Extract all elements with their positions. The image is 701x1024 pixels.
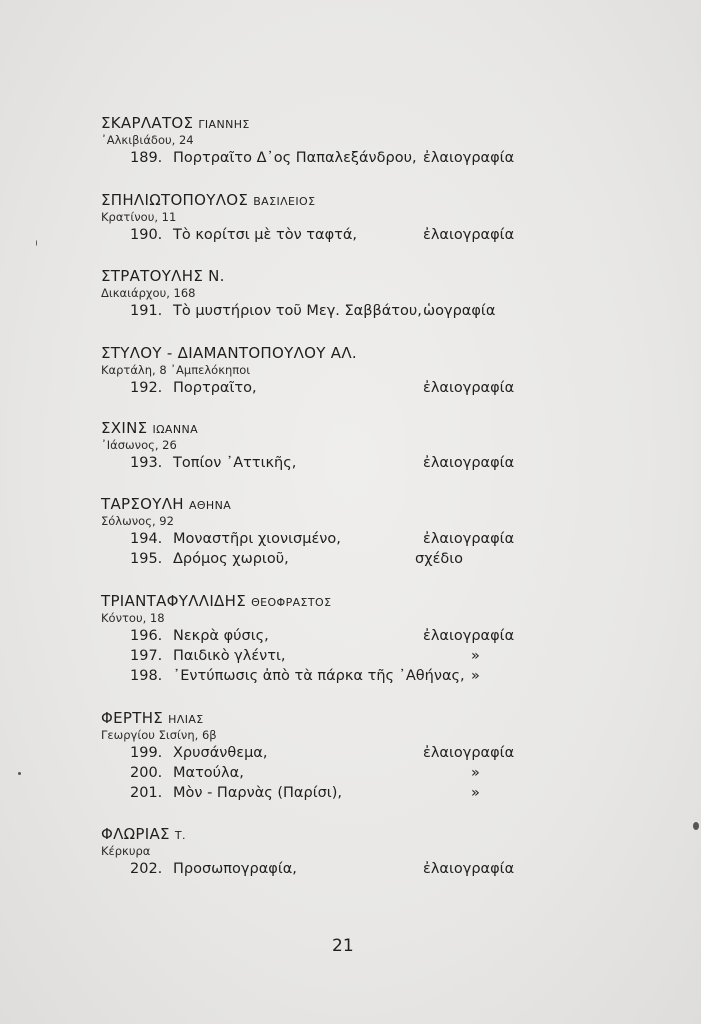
work-number: 194. [130,531,163,547]
artist-name [101,825,521,843]
work-row [101,646,521,666]
work-title: Δρόμος χωριοῦ, [173,551,289,567]
artist-address: ᾿Αλκιβιάδου, 24 [101,133,194,147]
work-number: 202. [130,861,163,877]
artist-first-name: ΓΙΑΝΝΗΣ [198,118,250,131]
artist-surname: ΤΡΙΑΝΤΑΦΥΛΛΙΔΗΣ [101,592,246,610]
scan-speck [36,240,37,246]
work-medium: » [471,668,480,684]
work-number: 197. [130,648,163,664]
artist-first-name: ΘΕΟΦΡΑΣΤΟΣ [251,596,332,609]
work-title: Πορτραῖτο, [173,380,257,396]
artist-address: Κέρκυρα [101,844,151,858]
work-medium: ἐλαιογραφία [423,227,515,243]
artist-entry-stylou [101,344,521,398]
work-number: 195. [130,551,163,567]
scan-speck [693,822,699,830]
work-row [101,743,521,763]
work-title: Τὸ μυστήριον τοῦ Μεγ. Σαββάτου, [173,303,422,319]
work-title: Τὸ κορίτσι μὲ τὸν ταφτά, [173,227,358,243]
artist-address: Κρατίνου, 11 [101,210,177,224]
artist-name [101,495,521,513]
artist-entry-spiliotopoulos [101,191,521,245]
work-number: 189. [130,150,163,166]
work-row [101,378,521,398]
artist-name [101,191,521,209]
work-title: Πορτραῖτο Δ᾽ος Παπαλεξάνδρου, [173,150,417,166]
work-title: ᾿Εντύπωσις ἀπὸ τὰ πάρκα τῆς ᾿Αθήνας, [173,668,465,684]
work-medium: ἐλαιογραφία [423,531,515,547]
artist-name [101,114,521,132]
work-medium: ἐλαιογραφία [423,455,515,471]
artist-address: Σόλωνος, 92 [101,514,174,528]
work-row [101,763,521,783]
artist-name [101,419,521,437]
work-number: 192. [130,380,163,396]
work-medium: » [471,648,480,664]
work-title: Παιδικὸ γλέντι, [173,648,286,664]
artist-first-name: ΗΛΙΑΣ [168,713,204,726]
artist-entry-triantafyllidis [101,592,521,686]
work-medium: ἐλαιογραφία [423,150,515,166]
work-row [101,626,521,646]
work-medium: ἐλαιογραφία [423,380,515,396]
artist-address: Δικαιάρχου, 168 [101,286,196,300]
artist-entry-tarsouli [101,495,521,569]
work-row [101,783,521,803]
artist-address: ᾿Ιάσωνος, 26 [101,438,177,452]
artist-first-name: Τ. [174,829,186,842]
artist-entry-stratoulis [101,267,521,321]
artist-surname: ΣΤΥΛΟΥ - ΔΙΑΜΑΝΤΟΠΟΥΛΟΥ ΑΛ. [101,344,357,362]
work-number: 190. [130,227,163,243]
artist-surname: ΣΤΡΑΤΟΥΛΗΣ Ν. [101,267,225,285]
work-row [101,301,521,321]
work-row [101,859,521,879]
work-row [101,453,521,473]
work-title: Μοναστῆρι χιονισμένο, [173,531,341,547]
work-number: 193. [130,455,163,471]
artist-surname: ΤΑΡΣΟΥΛΗ [101,495,184,513]
work-medium: ἐλαιογραφία [423,628,515,644]
work-medium: σχέδιο [415,551,464,567]
artist-surname: ΣΚΑΡΛΑΤΟΣ [101,114,194,132]
artist-name [101,344,521,362]
artist-name [101,592,521,610]
artist-address: Γεωργίου Σισίνη, 6β [101,728,217,742]
artist-surname: ΣΧΙΝΣ [101,419,148,437]
work-title: Προσωπογραφία, [173,861,297,877]
work-number: 201. [130,785,163,801]
scan-speck [18,772,21,775]
work-number: 200. [130,765,163,781]
work-medium: ὡογραφία [423,303,496,319]
artist-surname: ΦΛΩΡΙΑΣ [101,825,170,843]
page-number: 21 [332,936,354,956]
work-medium: ἐλαιογραφία [423,861,515,877]
work-number: 199. [130,745,163,761]
artist-first-name: ΑΘΗΝΑ [188,499,232,512]
work-number: 198. [130,668,163,684]
work-title: Μὸν - Παρνὰς (Παρίσι), [173,785,342,801]
artist-surname: ΦΕΡΤΗΣ [101,709,164,727]
work-title: Ματούλα, [173,765,244,781]
work-medium: » [471,785,480,801]
work-title: Νεκρὰ φύσις, [173,628,269,644]
artist-entry-fertis [101,709,521,803]
artist-name [101,267,521,285]
artist-address: Καρτάλη, 8 ᾿Αμπελόκηποι [101,363,251,377]
artist-first-name: ΙΩΑΝΝΑ [152,423,199,436]
work-medium: » [471,765,480,781]
work-title: Τοπίον ᾿Αττικῆς, [173,455,297,471]
work-number: 191. [130,303,163,319]
artist-first-name: ΒΑΣΙΛΕΙΟΣ [253,195,316,208]
artist-address: Κόντου, 18 [101,611,165,625]
artist-entry-schins [101,419,521,473]
work-title: Χρυσάνθεμα, [173,745,268,761]
work-row [101,148,521,168]
work-row [101,666,521,686]
work-row [101,225,521,245]
artist-entry-florias [101,825,521,879]
work-row [101,529,521,549]
artist-surname: ΣΠΗΛΙΩΤΟΠΟΥΛΟΣ [101,191,249,209]
work-number: 196. [130,628,163,644]
work-medium: ἐλαιογραφία [423,745,515,761]
artist-name [101,709,521,727]
work-row [101,549,521,569]
artist-entry-skarlatos [101,114,521,168]
